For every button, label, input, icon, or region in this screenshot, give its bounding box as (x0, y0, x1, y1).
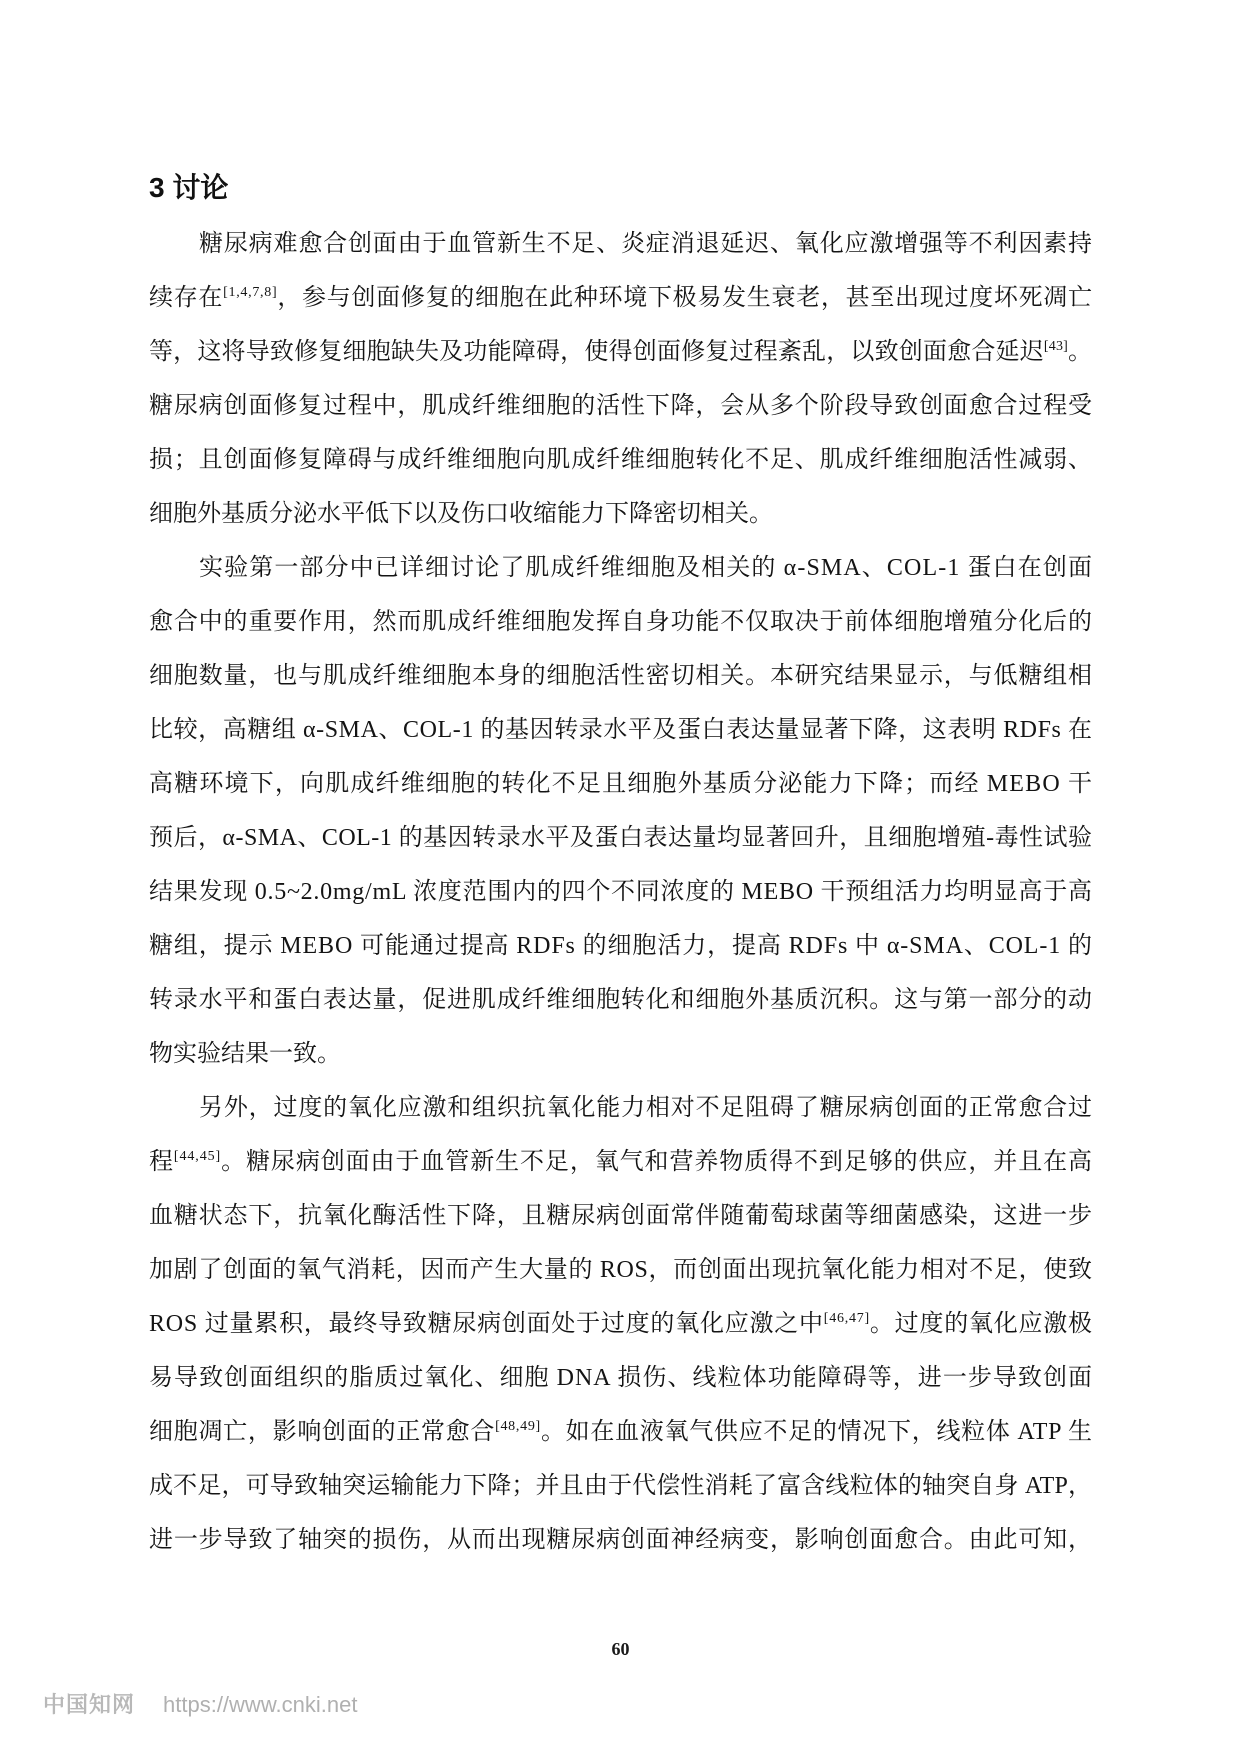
body-line (149, 1297, 1092, 1351)
body-line: 易导致创面组织的脂质过氧化、细胞 DNA 损伤、线粒体功能障碍等，进一步导致创面 (149, 1365, 1094, 1391)
body-line: 愈合中的重要作用，然而肌成纤维细胞发挥自身功能不仅取决于前体细胞增殖分化后的 (149, 609, 1093, 635)
paragraph (149, 541, 1092, 1081)
watermark (43, 1690, 357, 1720)
body-line: 血糖状态下，抗氧化酶活性下降，且糖尿病创面常伴随葡萄球菌等细菌感染，这进一步 (149, 1203, 1093, 1229)
line-text: 续存在 (149, 285, 224, 311)
body-line (149, 325, 1092, 379)
citation: [48,49] (495, 1419, 541, 1434)
body-line: 比较，高糖组 α-SMA、COL-1 的基因转录水平及蛋白表达量显著下降，这表明 RDFs 在 (149, 717, 1093, 743)
line-text-after: 。 (1068, 339, 1093, 365)
body-line: 细胞数量，也与肌成纤维细胞本身的细胞活性密切相关。本研究结果显示，与低糖组相 (149, 663, 1093, 689)
body-line: 高糖环境下，向肌成纤维细胞的转化不足且细胞外基质分泌能力下降；而经 MEBO 干 (149, 771, 1094, 797)
body-line (149, 271, 1092, 325)
citation: [46,47] (823, 1311, 870, 1326)
body-line: 细胞外基质分泌水平低下以及伤口收缩能力下降密切相关。 (149, 501, 773, 527)
body-line: 损；且创面修复障碍与成纤维细胞向肌成纤维细胞转化不足、肌成纤维细胞活性减弱、 (149, 447, 1093, 473)
line-text-after: 。如在血液氧气供应不足的情况下，线粒体 ATP 生 (540, 1419, 1093, 1445)
body-line: 物实验结果一致。 (149, 1041, 341, 1067)
line-text-after: 。过度的氧化应激极 (869, 1311, 1093, 1337)
watermark-brand: 中国知网 (43, 1693, 136, 1718)
body-line: 转录水平和蛋白表达量，促进肌成纤维细胞转化和细胞外基质沉积。这与第一部分的动 (149, 987, 1093, 1013)
line-text-after: 。糖尿病创面由于血管新生不足，氧气和营养物质得不到足够的供应，并且在高 (221, 1149, 1093, 1175)
section-heading: 3 讨论 (149, 172, 229, 203)
watermark-url: https://www.cnki.net (163, 1692, 358, 1717)
body-line (149, 1405, 1092, 1459)
body-line: 成不足，可导致轴突运输能力下降；并且由于代偿性消耗了富含线粒体的轴突自身 ATP， (149, 1473, 1093, 1499)
body-line: 另外，过度的氧化应激和组织抗氧化能力相对不足阻碍了糖尿病创面的正常愈合过 (199, 1095, 1093, 1121)
line-text: 程 (149, 1149, 174, 1175)
body-line: 进一步导致了轴突的损伤，从而出现糖尿病创面神经病变，影响创面愈合。由此可知， (149, 1527, 1093, 1553)
citation: [43] (1043, 339, 1068, 354)
body-line: 糖尿病创面修复过程中，肌成纤维细胞的活性下降，会从多个阶段导致创面愈合过程受 (149, 393, 1093, 419)
paragraph (149, 217, 1092, 541)
body-text (149, 217, 1092, 1567)
citation: [44,45] (173, 1149, 222, 1164)
line-text-after: ，参与创面修复的细胞在此种环境下极易发生衰老，甚至出现过度坏死凋亡 (277, 285, 1093, 311)
body-line: 糖组，提示 MEBO 可能通过提高 RDFs 的细胞活力，提高 RDFs 中 α-SMA、COL-1 的 (149, 933, 1093, 959)
body-line: 加剧了创面的氧气消耗，因而产生大量的 ROS，而创面出现抗氧化能力相对不足，使致 (149, 1257, 1093, 1283)
body-line: 糖尿病难愈合创面由于血管新生不足、炎症消退延迟、氧化应激增强等不利因素持 (199, 231, 1093, 257)
body-line: 实验第一部分中已详细讨论了肌成纤维细胞及相关的 α-SMA、COL-1 蛋白在创面 (199, 555, 1094, 581)
line-text: ROS 过量累积，最终导致糖尿病创面处于过度的氧化应激之中 (149, 1311, 824, 1337)
paragraph (149, 1081, 1092, 1567)
body-line (149, 1135, 1092, 1189)
citation: [1,4,7,8] (223, 285, 278, 300)
page-number: 60 (611, 1639, 630, 1659)
line-text: 细胞凋亡，影响创面的正常愈合 (149, 1419, 496, 1445)
body-line: 结果发现 0.5~2.0mg/mL 浓度范围内的四个不同浓度的 MEBO 干预组活力均明显高于高 (149, 879, 1093, 905)
line-text: 等，这将导致修复细胞缺失及功能障碍，使得创面修复过程紊乱，以致创面愈合延迟 (149, 339, 1044, 365)
body-line: 预后，α-SMA、COL-1 的基因转录水平及蛋白表达量均显著回升，且细胞增殖-毒性试验 (149, 825, 1093, 851)
